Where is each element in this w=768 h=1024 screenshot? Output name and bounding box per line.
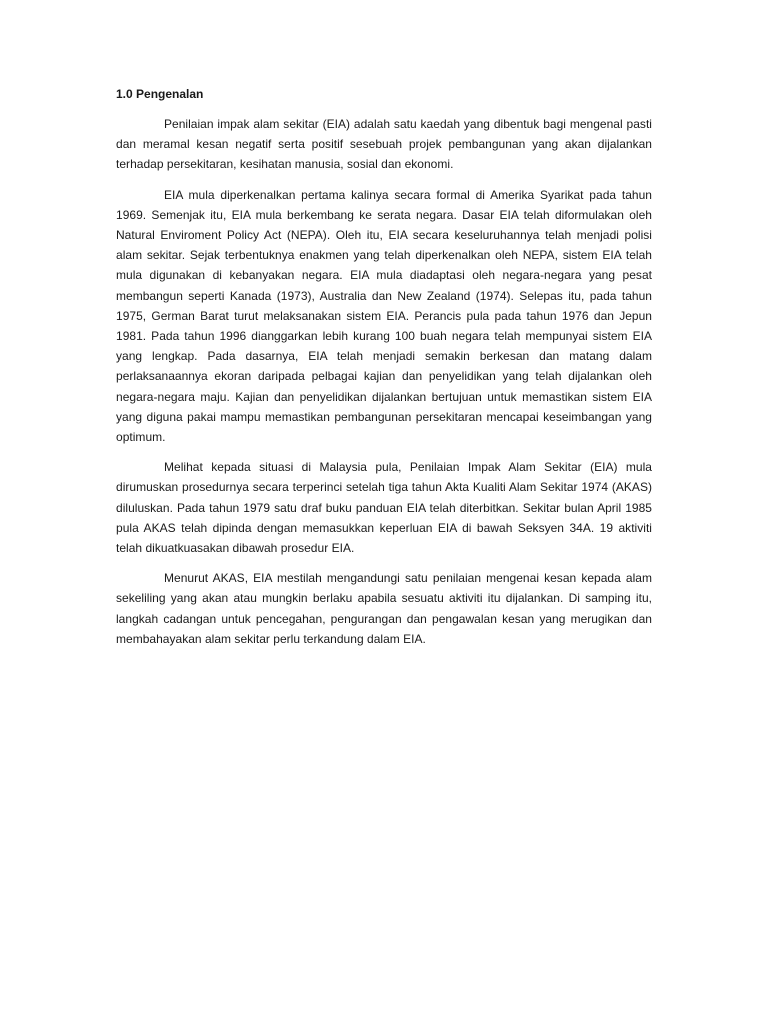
paragraph-history: EIA mula diperkenalkan pertama kalinya secara formal di Amerika Syarikat pada tahun 1969. Semenjak itu, EIA mula berkembang ke serata negara. Dasar EIA telah diformulakan oleh Natural Enviroment Policy Act (NEPA). Oleh itu, EIA secara keseluruhannya telah menjadi polisi alam sekitar. Sejak terbentuknya enakmen yang telah diperkenalkan oleh NEPA, sistem EIA telah mula digunakan di kebanyakan negara. EIA mula diadaptasi oleh negara-negara yang pesat membangun seperti Kanada (1973), Australia dan New Zealand (1974). Selepas itu, pada tahun 1975, German Barat turut melaksanakan sistem EIA. Perancis pula pada tahun 1976 dan Jepun 1981. Pada tahun 1996 dianggarkan lebih kurang 100 buah negara telah mempunyai sistem EIA yang lengkap. Pada dasarnya, EIA telah menjadi semakin berkesan dan matang dalam perlaksanaannya ekoran daripada pelbagai kajian dan penyelidikan yang telah dijalankan oleh negara-negara maju. Kajian dan penyelidikan dijalankan bertujuan untuk memastikan sistem EIA yang diguna pakai mampu memastikan pembangunan persekitaran mencapai keseimbangan yang optimum.: [116, 187, 652, 445]
section-heading: 1.0 Pengenalan: [116, 87, 204, 101]
paragraph-malaysia: Melihat kepada situasi di Malaysia pula, Penilaian Impak Alam Sekitar (EIA) mula dirumuskan prosedurnya secara terperinci setelah tiga tahun Akta Kualiti Alam Sekitar 1974 (AKAS) diluluskan. Pada tahun 1979 satu draf buku panduan EIA telah diterbitkan. Sekitar bulan April 1985 pula AKAS telah dipinda dengan memasukkan keperluan EIA di bawah Seksyen 34A. 19 aktiviti telah dikuatkuasakan dibawah prosedur EIA.: [116, 460, 652, 556]
paragraph-akas: Menurut AKAS, EIA mestilah mengandungi satu penilaian mengenai kesan kepada alam sekeliling yang akan atau mungkin berlaku apabila sesuatu aktiviti itu dijalankan. Di samping itu, langkah cadangan untuk pencegahan, pengurangan dan pengawalan kesan yang merugikan dan membahayakan alam sekitar perlu terkandung dalam EIA.: [116, 571, 652, 646]
paragraph-intro: Penilaian impak alam sekitar (EIA) adalah satu kaedah yang dibentuk bagi mengenal pasti dan meramal kesan negatif serta positif sesebuah projek pembangunan yang akan dijalankan terhadap persekitaran, kesihatan manusia, sosial dan ekonomi.: [116, 117, 652, 172]
